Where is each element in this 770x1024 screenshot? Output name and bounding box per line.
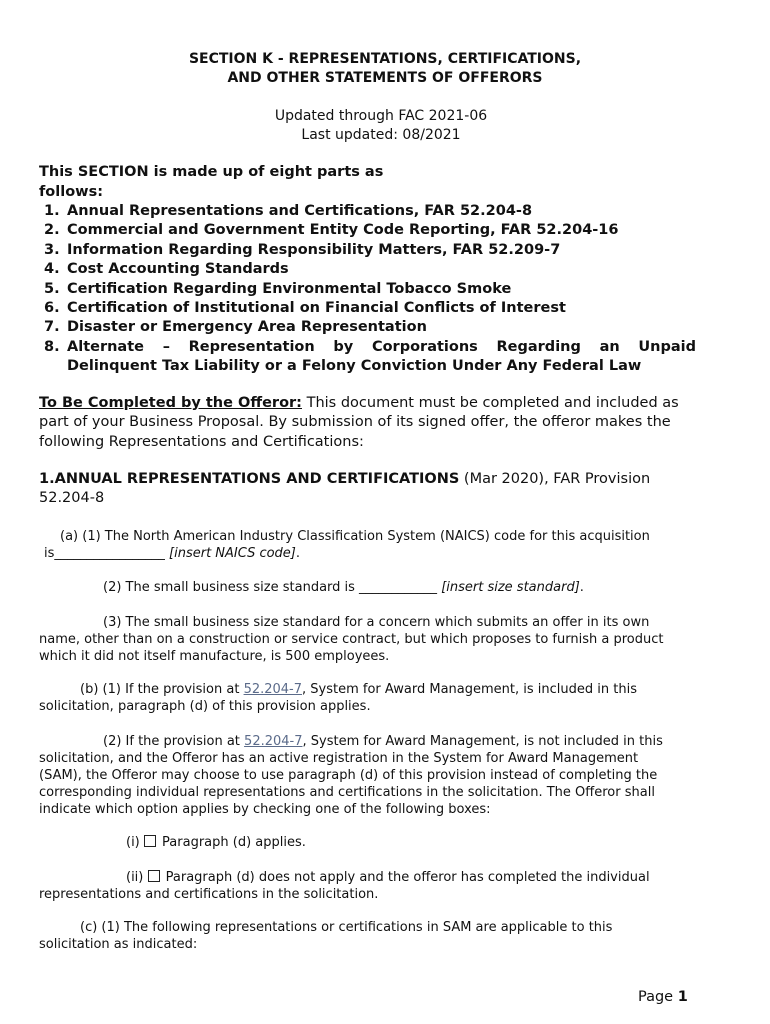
paragraph-d-not-apply-checkbox[interactable]: [148, 870, 160, 882]
document-title-line-2: AND OTHER STATEMENTS OF OFFERORS: [227, 70, 543, 86]
para-b2-line-5: indicate which option applies by checking one of the following boxes:: [39, 802, 491, 817]
paragraph-d-applies-checkbox[interactable]: [144, 835, 156, 847]
far-52-204-7-link[interactable]: 52.204-7: [243, 682, 303, 697]
para-a3-line-1: (3) The small business size standard for a concern which submits an offer in its own: [103, 615, 650, 630]
list-item: 2. Commercial and Government Entity Code Reporting, FAR 52.204-16: [44, 222, 619, 239]
para-a1-line-1: (a) (1) The North American Industry Classification System (NAICS) code for this acquisition: [60, 529, 650, 544]
section-1-subtitle: (Mar 2020), FAR Provision 52.204-8: [39, 471, 651, 507]
document-title-line-1: SECTION K - REPRESENTATIONS, CERTIFICATIONS,: [188, 51, 582, 67]
option-ii-line-1: (ii) Paragraph (d) does not apply and the offeror has completed the individual: [126, 870, 650, 885]
para-b2-line-4: corresponding individual representations and certifications in the solicitation. The Offeror shall: [39, 785, 655, 800]
list-item: 1. Annual Representations and Certifications, FAR 52.204-8: [44, 203, 533, 219]
parts-list: [44, 202, 696, 377]
para-b2-line-3: (SAM), the Offeror may choose to use paragraph (d) of this provision instead of completing the: [39, 768, 658, 783]
to-be-completed-notice: [39, 394, 699, 452]
option-ii-line-2: representations and certifications in the solicitation.: [39, 887, 379, 902]
option-i: (i) Paragraph (d) applies.: [126, 835, 306, 850]
section-1-title: 1.ANNUAL REPRESENTATIONS AND CERTIFICATIONS: [39, 471, 460, 487]
section-1-heading: [39, 470, 699, 509]
para-c1-line-1: (c) (1) The following representations or certifications in SAM are applicable to this: [80, 920, 613, 935]
list-item: 5. Certification Regarding Environmental Tobacco Smoke: [44, 280, 512, 297]
para-a1-line-2: is_________________ [insert NAICS code].: [44, 546, 301, 561]
para-c1-line-2: solicitation as indicated:: [39, 937, 198, 952]
para-a2: (2) The small business size standard is ____________ [insert size standard].: [103, 580, 584, 595]
para-b2-line-1: (2) If the provision at 52.204-7, System for Award Management, is not included in this: [103, 734, 663, 749]
para-b1-line-2: solicitation, paragraph (d) of this provision applies.: [39, 699, 371, 714]
list-item: 6. Certification of Institutional on Financial Conflicts of Interest: [44, 300, 566, 317]
list-item: 4. Cost Accounting Standards: [44, 261, 289, 278]
list-item-continuation: Delinquent Tax Liability or a Felony Conviction Under Any Federal Law: [67, 358, 642, 375]
to-be-completed-label: To Be Completed by the Offeror:: [39, 395, 302, 411]
intro-text: This SECTION is made up of eight parts as follows:: [39, 164, 384, 200]
para-b2-line-2: solicitation, and the Offeror has an active registration in the System for Award Management: [39, 751, 639, 766]
last-updated: Last updated: 08/2021: [301, 127, 461, 143]
para-a3-line-2: name, other than on a construction or service contract, but which proposes to furnish a product: [39, 632, 664, 647]
page-number: Page 1: [638, 989, 688, 1005]
updated-through: Updated through FAC 2021-06: [274, 108, 488, 124]
to-be-completed-text: This document must be completed and included as part of your Business Proposal. By submission of its signed offer, the offeror makes the following Representations and Certifications:: [39, 395, 679, 450]
para-b1-line-1: (b) (1) If the provision at 52.204-7, System for Award Management, is included in this: [80, 682, 637, 697]
list-item: 7. Disaster or Emergency Area Representation: [44, 319, 427, 336]
list-item: 8. Alternate – Representation by Corporations Regarding an Unpaid: [44, 338, 696, 355]
far-52-204-7-link[interactable]: 52.204-7: [244, 734, 303, 749]
list-item: 3. Information Regarding Responsibility Matters, FAR 52.209-7: [44, 241, 561, 258]
para-a3-line-3: which it did not itself manufacture, is 500 employees.: [39, 649, 390, 664]
